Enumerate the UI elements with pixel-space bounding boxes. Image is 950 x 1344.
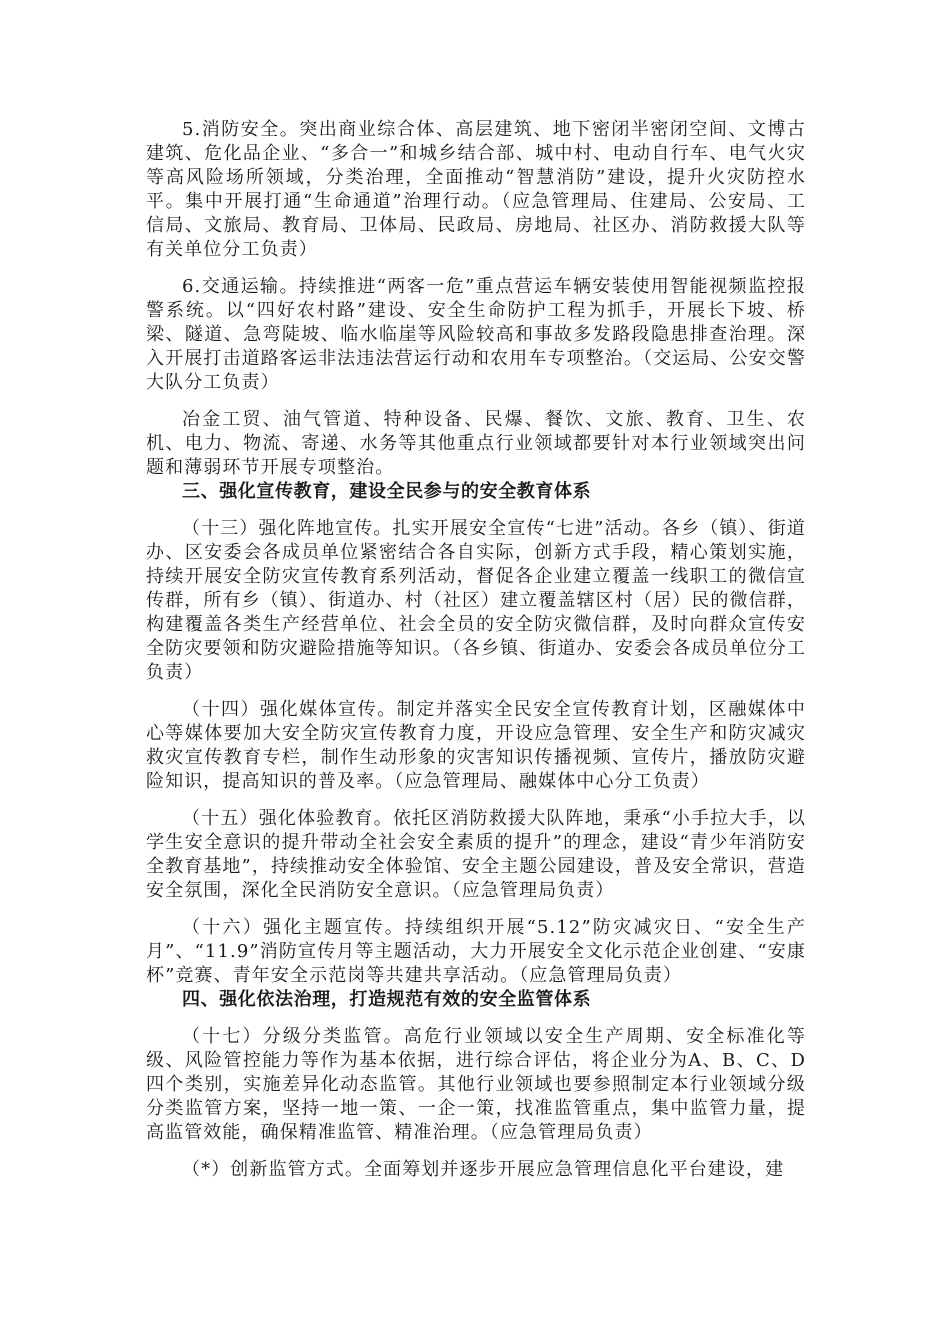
- paragraph-transportation: 6.交通运输。持续推进“两客一危”重点营运车辆安装使用智能视频监控报警系统。以“四好农村路”建设、安全生命防护工程为抓手，开展长下坡、桥梁、隧道、急弯陡坡、临水临崖等风险较高和事故多发路段隐患排查治理。深入开展打击道路客运非法违法营运行动和农用车专项整治。（交运局、公安交警大队分工负责）: [146, 276, 806, 393]
- paragraph-16-theme-publicity: （十六）强化主题宣传。持续组织开展“5.12”防灾减灾日、“安全生产月”、“11.9”消防宣传月等主题活动，大力开展安全文化示范企业创建、“安康杯”竞赛、青年安全示范岗等共建共享活动。（应急管理局负责）: [146, 917, 806, 986]
- section-heading-governance: 四、强化依法治理，打造规范有效的安全监管体系: [182, 989, 592, 1010]
- paragraph-other-industries: 冶金工贸、油气管道、特种设备、民爆、餐饮、文旅、教育、卫生、农机、电力、物流、寄递、水务等其他重点行业领域都要针对本行业领域突出问题和薄弱环节开展专项整治。: [146, 409, 806, 478]
- document-page: [146, 118, 806, 1182]
- paragraph-fire-safety: 5.消防安全。突出商业综合体、高层建筑、地下密闭半密闭空间、文博古建筑、危化品企业、“多合一”和城乡结合部、城中村、电动自行车、电气火灾等高风险场所领域，分类治理，全面推动“智慧消防”建设，提升火灾防控水平。集中开展打通“生命通道”治理行动。（应急管理局、住建局、公安局、工信局、文旅局、教育局、卫体局、民政局、房地局、社区办、消防救援大队等有关单位分工负责）: [146, 119, 806, 260]
- paragraph-15-experience-education: （十五）强化体验教育。依托区消防救援大队阵地，秉承“小手拉大手，以学生安全意识的提升带动全社会安全素质的提升”的理念，建设“青少年消防安全教育基地”，持续推动安全体验馆、安全主题公园建设，普及安全常识，营造安全氛围，深化全民消防安全意识。（应急管理局负责）: [146, 808, 806, 901]
- paragraph-14-media-publicity: （十四）强化媒体宣传。制定并落实全民安全宣传教育计划，区融媒体中心等媒体要加大安全防灾宣传教育力度，开设应急管理、安全生产和防灾减灾救灾宣传教育专栏，制作生动形象的灾害知识传播视频、宣传片，播放防灾避险知识，提高知识的普及率。（应急管理局、融媒体中心分工负责）: [146, 699, 806, 792]
- section-heading-publicity: 三、强化宣传教育，建设全民参与的安全教育体系: [182, 481, 592, 502]
- paragraph-17-tiered-supervision: （十七）分级分类监管。高危行业领域以安全生产周期、安全标准化等级、风险管控能力等作为基本依据，进行综合评估，将企业分为A、B、C、D四个类别，实施差异化动态监管。其他行业领域也要参照制定本行业领域分级分类监管方案，坚持一地一策、一企一策，找准监管重点，集中监管力量，提高监管效能，确保精准监管、精准治理。（应急管理局负责）: [146, 1026, 806, 1143]
- paragraph-13-position-publicity: （十三）强化阵地宣传。扎实开展安全宣传“七进”活动。各乡（镇）、街道办、区安委会各成员单位紧密结合各自实际，创新方式手段，精心策划实施，持续开展安全防灾宣传教育系列活动，督促各企业建立覆盖一线职工的微信宣传群，所有乡（镇）、街道办、村（社区）建立覆盖辖区村（居）民的微信群，构建覆盖各类生产经营单位、社会全员的安全防灾微信群，及时向群众宣传安全防灾要领和防灾避险措施等知识。（各乡镇、街道办、安委会各成员单位分工负责）: [146, 518, 806, 683]
- paragraph-innovate-supervision: （*）创新监管方式。全面筹划并逐步开展应急管理信息化平台建设，建: [182, 1159, 785, 1180]
